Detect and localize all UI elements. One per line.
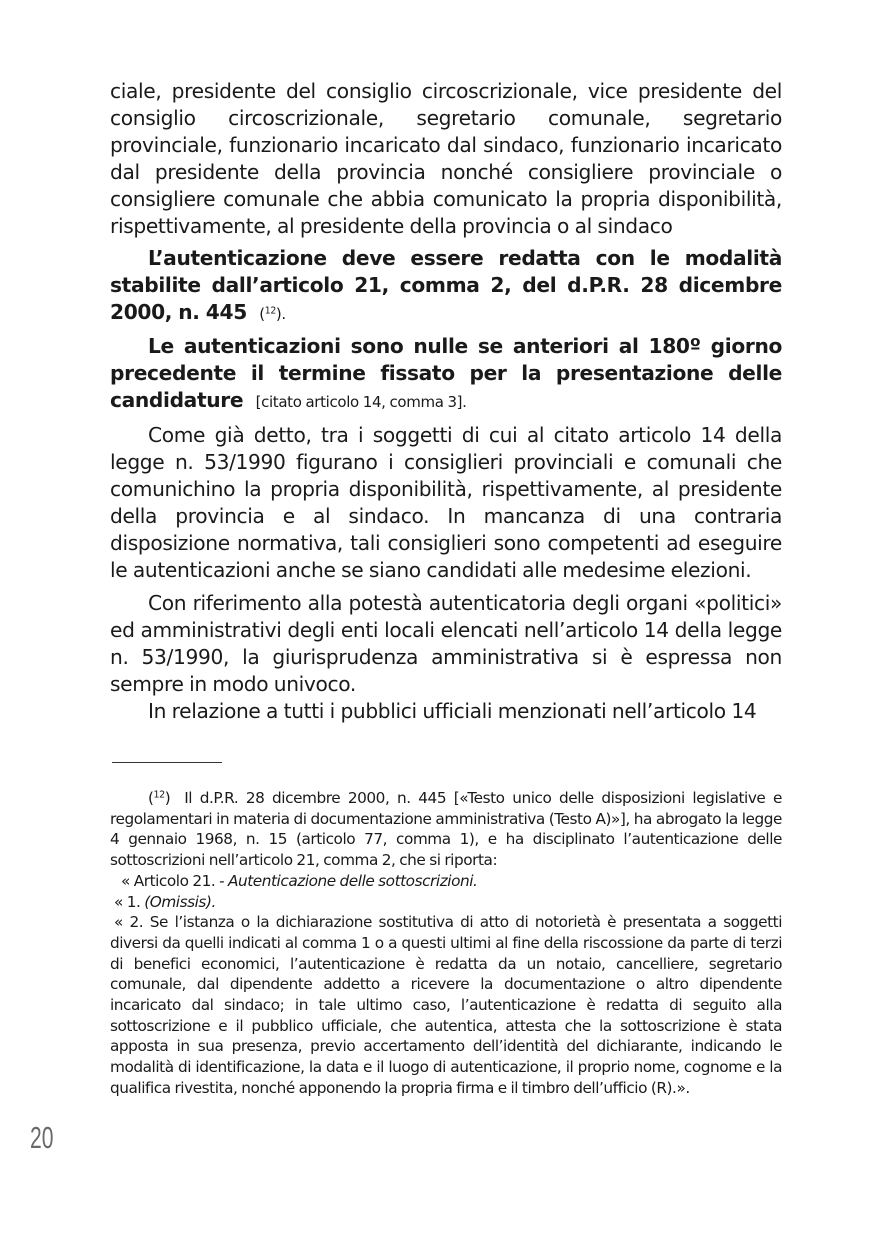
paragraph-authentication-rule — [110, 245, 782, 328]
footnote-separator — [112, 762, 222, 763]
footnote-intro: Il d.P.R. 28 dicembre 2000, n. 445 [«Testo unico delle disposizioni legislative e regolamentari in materia di documentazione amministrativa (Testo A)»], ha abrogato la legge 4 gennaio 1968, n. 15 (articolo 77, comma 1), e ha disciplinato l’autenticazione delle sottoscrizioni nell’articolo 21, comma 2, che si riporta: — [110, 789, 782, 870]
article-citation: [citato articolo 14, comma 3]. — [255, 393, 467, 411]
paragraph-councillors: Come già detto, tra i soggetti di cui al citato articolo 14 della legge n. 53/1990 figurano i consiglieri provinciali e comunali che comunichino la propria disponibilità, rispettivamente, al presidente della provincia e al sindaco. In mancanza di una contraria disposizione normativa, tali consiglieri sono competenti ad eseguire le autenticazioni anche se siano candidati alle medesime elezioni. — [110, 423, 782, 582]
omissis: (Omissis). — [144, 892, 216, 911]
footnote-reference[interactable]: ($^{12}$). — [259, 305, 286, 323]
footnotes — [110, 788, 782, 1099]
footnote-marker: ($^{12}$) — [148, 789, 171, 807]
page-number: 20 — [30, 1120, 54, 1155]
footnote-comma-2: « 2. Se l’istanza o la dichiarazione sostitutiva di atto di notorietà è presentata a soggetti diversi da quelli indicati al comma 1 o a questi ultimi al fine della riscossione da parte di terzi di benefici economici, l’autenticazione è redatta da un notaio, cancelliere, segretario comunale, dal dipendente addetto a ricevere la documentazione o altro dipendente incaricato dal sindaco; in tale ultimo caso, l’autenticazione è redatta di seguito alla sottoscrizione e il pubblico ufficiale, che autentica, attesta che la sottoscrizione è stata apposta in sua presenza, previo accertamento dell’identità del dichiarante, indicando le modalità di identificazione, la data e il luogo di autenticazione, il proprio nome, cognome e la qualifica rivestita, nonché apponendo la propria firma e il timbro dell’ufficio (R).». — [110, 913, 782, 1097]
bold-rule-text: Le autenticazioni sono nulle se anteriori al 180º giorno precedente il termine fissato per la presentazione delle candidature — [110, 334, 782, 412]
paragraph-continuation: ciale, presidente del consiglio circoscrizionale, vice presidente del consiglio circoscrizionale, segretario comunale, segretario provinciale, funzionario incaricato dal sindaco, funzionario incaricato dal presidente della provincia nonché consigliere provinciale o consigliere comunale che abbia comunicato la propria disponibilità, rispettivamente, al presidente della provincia o al sindaco — [110, 79, 782, 238]
article-title: Autenticazione delle sottoscrizioni. — [228, 871, 478, 890]
bold-rule-text: L’autenticazione deve essere redatta con le modalità stabilite dall’articolo 21, comma 2, del d.P.R. 28 dicembre 2000, n. 445 — [110, 246, 782, 324]
main-text — [110, 78, 782, 725]
paragraph-nullity-rule — [110, 333, 782, 416]
footnote-12 — [110, 788, 782, 871]
footnote-article-heading: « Articolo 21. - Autenticazione delle sottoscrizioni. — [121, 871, 478, 890]
paragraph-public-officials: In relazione a tutti i pubblici ufficiali menzionati nell’articolo 14 — [148, 699, 757, 723]
footnote-comma-1: « 1. (Omissis). — [114, 892, 216, 911]
paragraph-jurisprudence: Con riferimento alla potestà autenticatoria degli organi «politici» ed amministrativi degli enti locali elencati nell’articolo 14 della legge n. 53/1990, la giurisprudenza amministrativa si è espressa non sempre in modo univoco. — [110, 591, 782, 696]
